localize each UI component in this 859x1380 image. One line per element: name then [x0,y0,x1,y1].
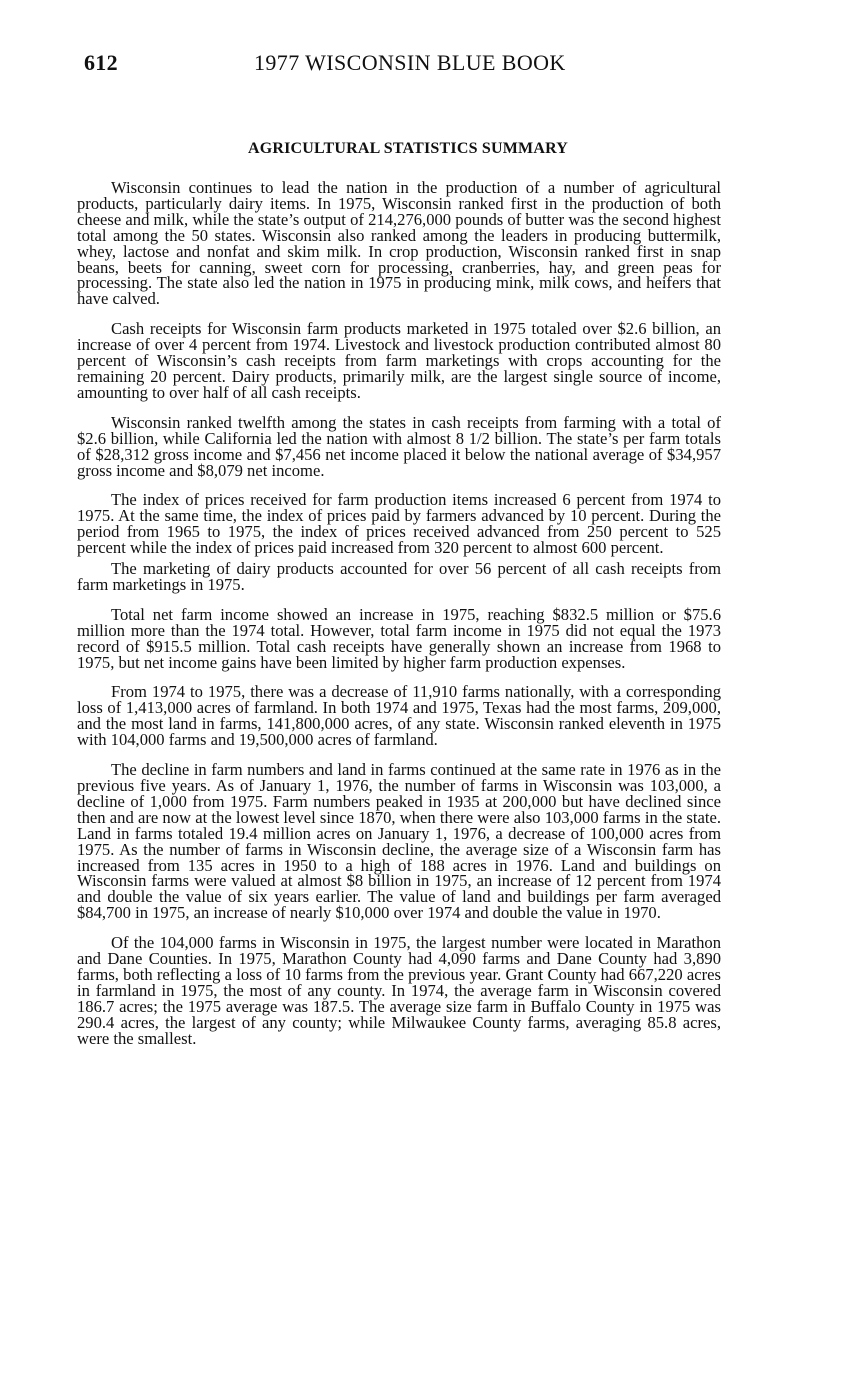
paragraph-cash-receipts: Cash receipts for Wisconsin farm products marketed in 1975 totaled over $2.6 billion, an increase of over 4 percent from 1974. Livestock and livestock production contributed almost 80 percent of Wisconsin’s cash receipts from farm marketings with crops accounting for the remaining 20 percent. Dairy products, primarily milk, are the largest single source of income, amounting to over half of all cash receipts. [77,319,721,402]
book-title: 1977 WISCONSIN BLUE BOOK [254,50,566,75]
section-heading: AGRICULTURAL STATISTICS SUMMARY [247,140,569,157]
paragraph-farm-decline: The decline in farm numbers and land in farms continued at the same rate in 1976 as in the previous five years. As of January 1, 1976, the number of farms in Wisconsin was 103,000, a decline of 1,000 from 1975. Farm numbers peaked in 1935 at 200,000 but have declined since then and are now at the lowest level since 1870, when there were also 103,000 farms in the state. Land in farms totaled 19.4 million acres on January 1, 1976, a decrease of 100,000 acres from 1975. As the number of farms in Wisconsin decline, the average size of a Wisconsin farm has increased from 135 acres in 1950 to a high of 188 acres in 1976. Land and buildings on Wisconsin farms were valued at almost $8 billion in 1975, an increase of 12 percent from 1974 and double the value of six years earlier. The value of land and buildings per farm averaged $84,700 in 1975, an increase of nearly $10,000 over 1974 and double the value in 1970. [77,760,721,923]
paragraph-net-farm-income: Total net farm income showed an increase in 1975, reaching $832.5 million or $75.6 million more than the 1974 total. However, total farm income in 1975 did not equal the 1973 record of $915.5 million. Total cash receipts have generally shown an increase from 1968 to 1975, but net income gains have been limited by higher farm production expenses. [77,604,721,672]
body-text [77,180,721,1061]
paragraph-national-farms: From 1974 to 1975, there was a decrease of 11,910 farms nationally, with a corresponding loss of 1,413,000 acres of farmland. In both 1974 and 1975, Texas had the most farms, 209,000, and the most land in farms, 141,800,000 acres, of any state. Wisconsin ranked eleventh in 1975 with 104,000 farms and 19,500,000 acres of farmland. [77,682,721,750]
paragraph-county-farms: Of the 104,000 farms in Wisconsin in 1975, the largest number were located in Marathon and Dane Counties. In 1975, Marathon County had 4,090 farms and Dane County had 3,890 farms, both reflecting a loss of 10 farms from the previous year. Grant County had 667,220 acres in farmland in 1975, the most of any county. In 1974, the average farm in Wisconsin covered 186.7 acres; the 1975 average was 187.5. The average size farm in Buffalo County in 1975 was 290.4 acres, the largest of any county; while Milwaukee County farms, averaging 85.8 acres, were the smallest. [77,933,721,1048]
running-head [84,50,734,80]
paragraph-state-ranking: Wisconsin ranked twelfth among the states in cash receipts from farming with a total of $2.6 billion, while California led the nation with almost 8 1/2 billion. The state’s per farm totals of $28,312 gross income and $7,456 net income placed it below the national average of $34,957 gross income and $8,079 net income. [77,412,721,480]
paragraph-price-index: The index of prices received for farm production items increased 6 percent from 1974 to 1975. At the same time, the index of prices paid by farmers advanced by 10 percent. During the period from 1965 to 1975, the index of prices received advanced from 250 percent to 525 percent while the index of prices paid increased from 320 percent to almost 600 percent. [77,490,721,558]
paragraph-dairy-leadership: Wisconsin continues to lead the nation in the production of a number of agricultural products, particularly dairy items. In 1975, Wisconsin ranked first in the production of both cheese and milk, while the state’s output of 214,276,000 pounds of butter was the second highest total among the 50 states. Wisconsin also ranked among the leaders in producing buttermilk, whey, lactose and nonfat and skim milk. In crop production, Wisconsin ranked first in snap beans, beets for canning, sweet corn for processing, cranberries, hay, and green peas for processing. The state also led the nation in 1975 in producing mink, milk cows, and heifers that have calved. [77,178,721,309]
paragraph-dairy-marketing: The marketing of dairy products accounted for over 56 percent of all cash receipts from farm marketings in 1975. [77,559,721,594]
page-number: 612 [84,50,118,75]
